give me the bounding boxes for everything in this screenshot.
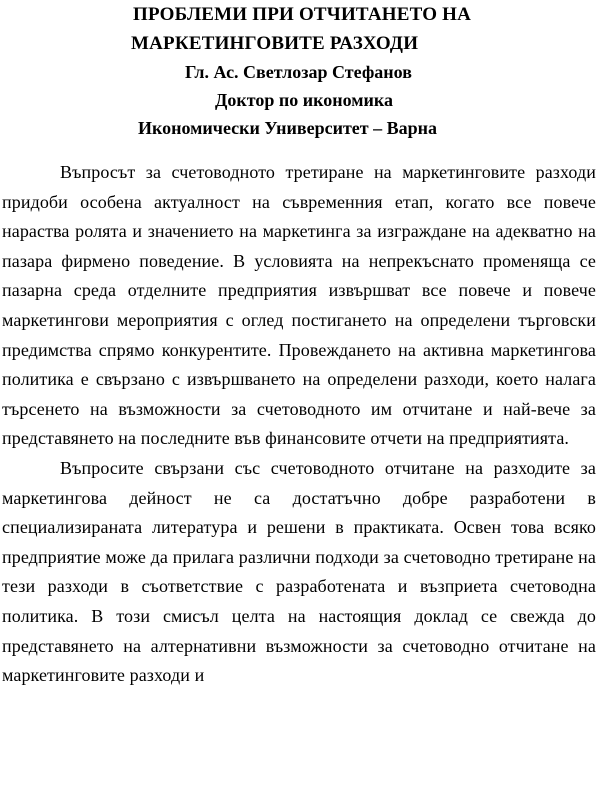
author-degree: Доктор по икономика (215, 90, 394, 110)
title-line-1: ПРОБЛЕМИ ПРИ ОТЧИТАНЕТО НА (133, 4, 472, 25)
title-line-2: МАРКЕТИНГОВИТЕ РАЗХОДИ (131, 33, 419, 54)
paragraph-1: Въпросът за счетоводното третиране на маркетинговите разходи придоби особена актуалност на съвременния етап, когато все повече нараства ролята и значението на маркетинга за изграждане на адекватно на пазара фирмено поведение. В условията на непрекъснато променяща се пазарна среда отделните предприятия извършват все повече и повече маркетингови мероприятия с оглед постигането на определени търговски предимства спрямо конкурентите. Провеждането на активна маркетингова политика е свързано с извършването на определени разходи, което налага търсенето на възможности за счетоводното им отчитане и най-вече за представянето на последните във финансовите отчети на предприятията. (2, 162, 596, 449)
paragraph-2: Въпросите свързани със счетоводното отчитане на разходите за маркетингова дейност не са достатъчно добре разработени в специализираната литература и решени в практиката. Освен това всяко предприятие може да прилага различни подходи за счетоводно третиране на тези разходи в съответствие с разработената и възприета счетоводна политика. В този смисъл целта на настоящия доклад се свежда до представянето на алтернативни възможности за счетоводно отчитане на маркетинговите разходи и (2, 457, 596, 686)
document-header (0, 0, 600, 142)
document-title (0, 0, 600, 58)
author-university: Икономически Университет – Варна (138, 118, 438, 138)
author-name: Гл. Ас. Светлозар Стефанов (185, 62, 412, 82)
document-body (2, 158, 596, 691)
